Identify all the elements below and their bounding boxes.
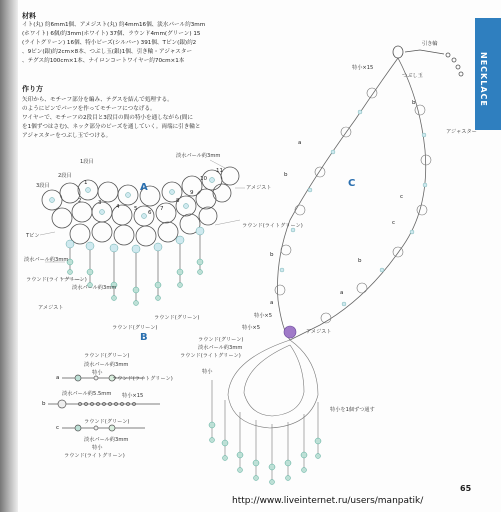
motif-number: 1 xyxy=(84,180,88,186)
materials-line: 、テグス約100cm×1本、ナイロンコートワイヤー約70cm×1本 xyxy=(22,58,185,64)
chain-letter: b xyxy=(358,258,362,264)
section-tab-label: NECKLACE xyxy=(479,52,488,107)
diagram-a-letter: A xyxy=(140,182,148,193)
motif-number: 9 xyxy=(190,190,194,196)
label-c-amethyst: アメジスト xyxy=(306,329,332,335)
amethyst-center-bead xyxy=(284,326,296,338)
label-b-pearl: 淡水パール約3mm xyxy=(84,362,129,368)
label-b-round-g: ラウンド(グリーン) xyxy=(84,353,130,359)
chain-letter: a xyxy=(298,140,302,146)
chain-letter: b xyxy=(284,172,288,178)
label-c-tok5b: 特小×5 xyxy=(242,325,261,331)
label-b-round-lg2: ラウンド(ライトグリーン) xyxy=(64,453,125,459)
label-round-g: ラウンド(グリーン) xyxy=(154,315,200,321)
motif-number: 7 xyxy=(160,206,164,212)
motif-a-drop-beads xyxy=(67,259,203,306)
materials-line: イト(丸) 約6mm1個、アメジスト(丸) 約4mm16個、淡水パール約3mm xyxy=(22,22,206,28)
materials-heading: 材料 xyxy=(22,12,36,20)
motif-number: 5 xyxy=(134,206,138,212)
label-pearl3: 淡水パール約3mm xyxy=(176,153,221,159)
label-c-tok5a: 特小×5 xyxy=(254,313,273,319)
materials-line: (ライトグリーン) 16個、特小ビーズ(シルバー) 391個、Tピン(銀)約2 xyxy=(22,40,197,46)
chain-letter: a xyxy=(340,290,344,296)
howto-line: アジャスターをつぶし玉でつける。 xyxy=(22,133,112,139)
label-c-crimp: つぶし玉 xyxy=(402,73,423,79)
chain-letter: a xyxy=(270,300,274,306)
diagram-c-letter: C xyxy=(348,178,356,189)
label-c-clasp: 引き輪 xyxy=(422,41,438,47)
motif-number: 6 xyxy=(148,210,152,216)
label-round-lg2: ラウンド(ライトグリーン) xyxy=(26,277,87,283)
chain-letter: b xyxy=(270,252,274,258)
motif-number: 4 xyxy=(116,204,120,210)
materials-line: (ホワイト) 6個/約3mm(ホワイト) 37個、ラウンド4mm(グリーン) 15 xyxy=(22,31,201,37)
label-c-round-lg: ラウンド(ライトグリーン) xyxy=(180,353,241,359)
label-b-tokusho15: 特小×15 xyxy=(122,393,144,399)
chain-letter: b xyxy=(412,100,416,106)
label-b-pearl55: 淡水パール約5.5mm xyxy=(62,391,112,397)
label-row2: 2段目 xyxy=(58,173,72,179)
chain-letter: c xyxy=(400,194,404,200)
howto-line: 矢印から、モチーフ部分を編み、テグスを結んで処理する。 xyxy=(22,97,173,103)
label-c-tokusho15: 特小×15 xyxy=(352,65,374,71)
necklace-beads xyxy=(280,110,427,306)
label-pearl-b: 淡水パール約3mm xyxy=(72,285,117,291)
label-pearl-a: 淡水パール約3mm xyxy=(24,257,69,263)
pendant-fan xyxy=(228,340,318,428)
motif-number: 2 xyxy=(78,198,82,204)
howto-line: を1個ずつはさむ)、ネック部分のビーズを通していく。両端に引き輪と xyxy=(22,124,201,130)
label-b-round-g2: ラウンド(グリーン) xyxy=(84,419,130,425)
label-c-adjuster: アジャスター xyxy=(446,129,477,135)
motif-number: 3 xyxy=(98,200,102,206)
chain-letter: c xyxy=(392,220,396,226)
materials-line: 、9ピン(銀)約2cm×8本、つぶし玉(銀)1個、引き輪・アジャスター xyxy=(22,49,193,55)
part-letter: a xyxy=(56,375,60,381)
watermark-url: http://www.liveinternet.ru/users/manpatik/ xyxy=(232,496,424,506)
label-b-tokusho: 特小 xyxy=(92,370,103,376)
motif-number: 11 xyxy=(216,168,223,174)
label-amethyst: アメジスト xyxy=(246,185,272,191)
label-c-round-g: ラウンド(グリーン) xyxy=(198,337,244,343)
label-round-g2: ラウンド(グリーン) xyxy=(112,325,158,331)
label-amethyst2: アメジスト xyxy=(38,305,64,311)
label-c-one-each: 特小を1個ずつ通す xyxy=(330,407,375,413)
label-row3: 3段目 xyxy=(36,183,50,189)
label-b-round-lg: ラウンド(ライトグリーン) xyxy=(112,376,173,382)
label-b-tokusho2: 特小 xyxy=(92,445,103,451)
diagram-b-letter: B xyxy=(140,332,148,343)
label-b-pearl2: 淡水パール約3mm xyxy=(84,437,129,443)
howto-line: ワイヤーで、モチーフの2段目と3段目の間の特小を通しながら(間に xyxy=(22,115,193,121)
howto-line: のようにピンでパーツを作ってモチーフにつなげる。 xyxy=(22,106,156,112)
part-letter: c xyxy=(56,425,60,431)
label-tpin: Tピン xyxy=(26,233,40,239)
motif-number: 8 xyxy=(176,198,180,204)
page-number: 65 xyxy=(460,484,472,493)
part-letter: b xyxy=(42,401,46,407)
label-round-lg: ラウンド(ライトグリーン) xyxy=(242,223,303,229)
necklace-chain xyxy=(278,58,426,340)
motif-number: 10 xyxy=(200,176,207,182)
label-row1: 1段目 xyxy=(80,159,94,165)
label-c-tokusho: 特小 xyxy=(202,369,213,375)
howto-heading: 作り方 xyxy=(22,85,43,93)
label-c-pearl: 淡水パール約3mm xyxy=(198,345,243,351)
